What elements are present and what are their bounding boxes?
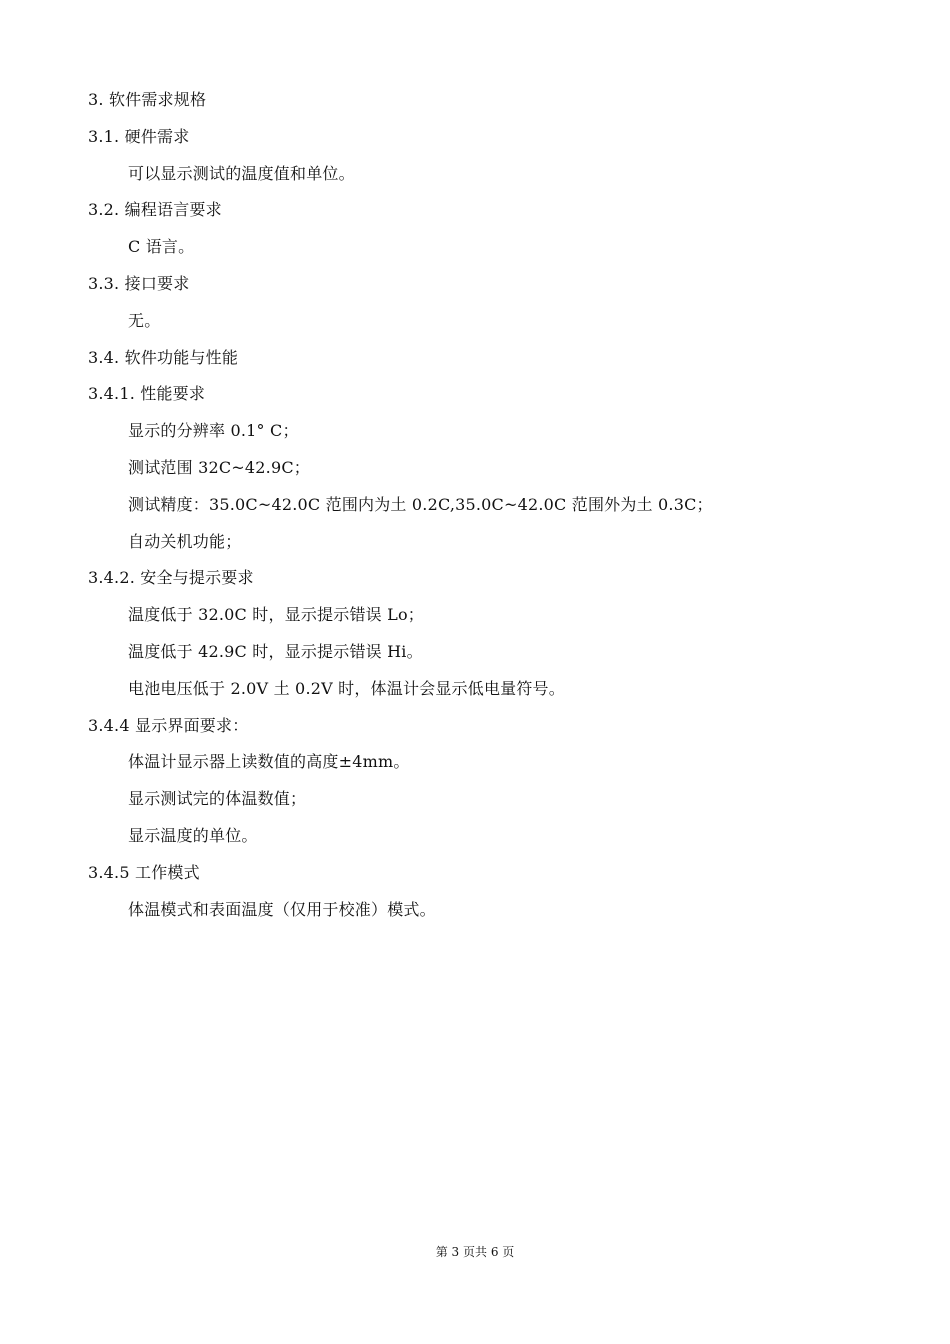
- paragraph-error-hi: 温度低于 42.9C 时，显示提示错误 Hi。: [128, 641, 423, 661]
- paragraph-low-battery: 电池电压低于 2.0V 土 0.2V 时，体温计会显示低电量符号。: [128, 678, 565, 698]
- paragraph-show-unit: 显示温度的单位。: [128, 825, 258, 845]
- section-heading-3-3: 3.3. 接口要求: [88, 273, 190, 293]
- paragraph-accuracy: 测试精度：35.0C~42.0C 范围内为土 0.2C,35.0C~42.0C 范围外为土 0.3C；: [128, 494, 713, 514]
- paragraph-hardware: 可以显示测试的温度值和单位。: [128, 163, 355, 183]
- section-heading-3: 3. 软件需求规格: [88, 90, 207, 109]
- section-heading-3-4-2: 3.4.2. 安全与提示要求: [88, 568, 254, 588]
- paragraph-range: 测试范围 32C~42.9C；: [128, 457, 310, 477]
- paragraph-resolution: 显示的分辨率 0.1° C；: [128, 421, 299, 441]
- paragraph-error-lo: 温度低于 32.0C 时，显示提示错误 Lo；: [128, 605, 424, 625]
- paragraph-digit-height: 体温计显示器上读数值的高度±4mm。: [128, 752, 410, 772]
- paragraph-show-value: 显示测试完的体温数值；: [128, 789, 307, 809]
- paragraph-auto-off: 自动关机功能；: [128, 531, 242, 551]
- document-body: [88, 86, 868, 932]
- page-footer: 第 3 页共 6 页: [435, 1245, 515, 1259]
- section-heading-3-1: 3.1. 硬件需求: [88, 126, 190, 146]
- section-heading-3-4-5: 3.4.5 工作模式: [88, 862, 200, 882]
- paragraph-work-mode: 体温模式和表面温度（仅用于校准）模式。: [128, 899, 436, 919]
- section-heading-3-2: 3.2. 编程语言要求: [88, 200, 222, 220]
- paragraph-interface: 无。: [128, 310, 161, 330]
- paragraph-language: C 语言。: [128, 237, 195, 257]
- section-heading-3-4: 3.4. 软件功能与性能: [88, 347, 239, 367]
- section-heading-3-4-1: 3.4.1. 性能要求: [88, 384, 206, 404]
- section-heading-3-4-4: 3.4.4 显示界面要求：: [88, 715, 249, 735]
